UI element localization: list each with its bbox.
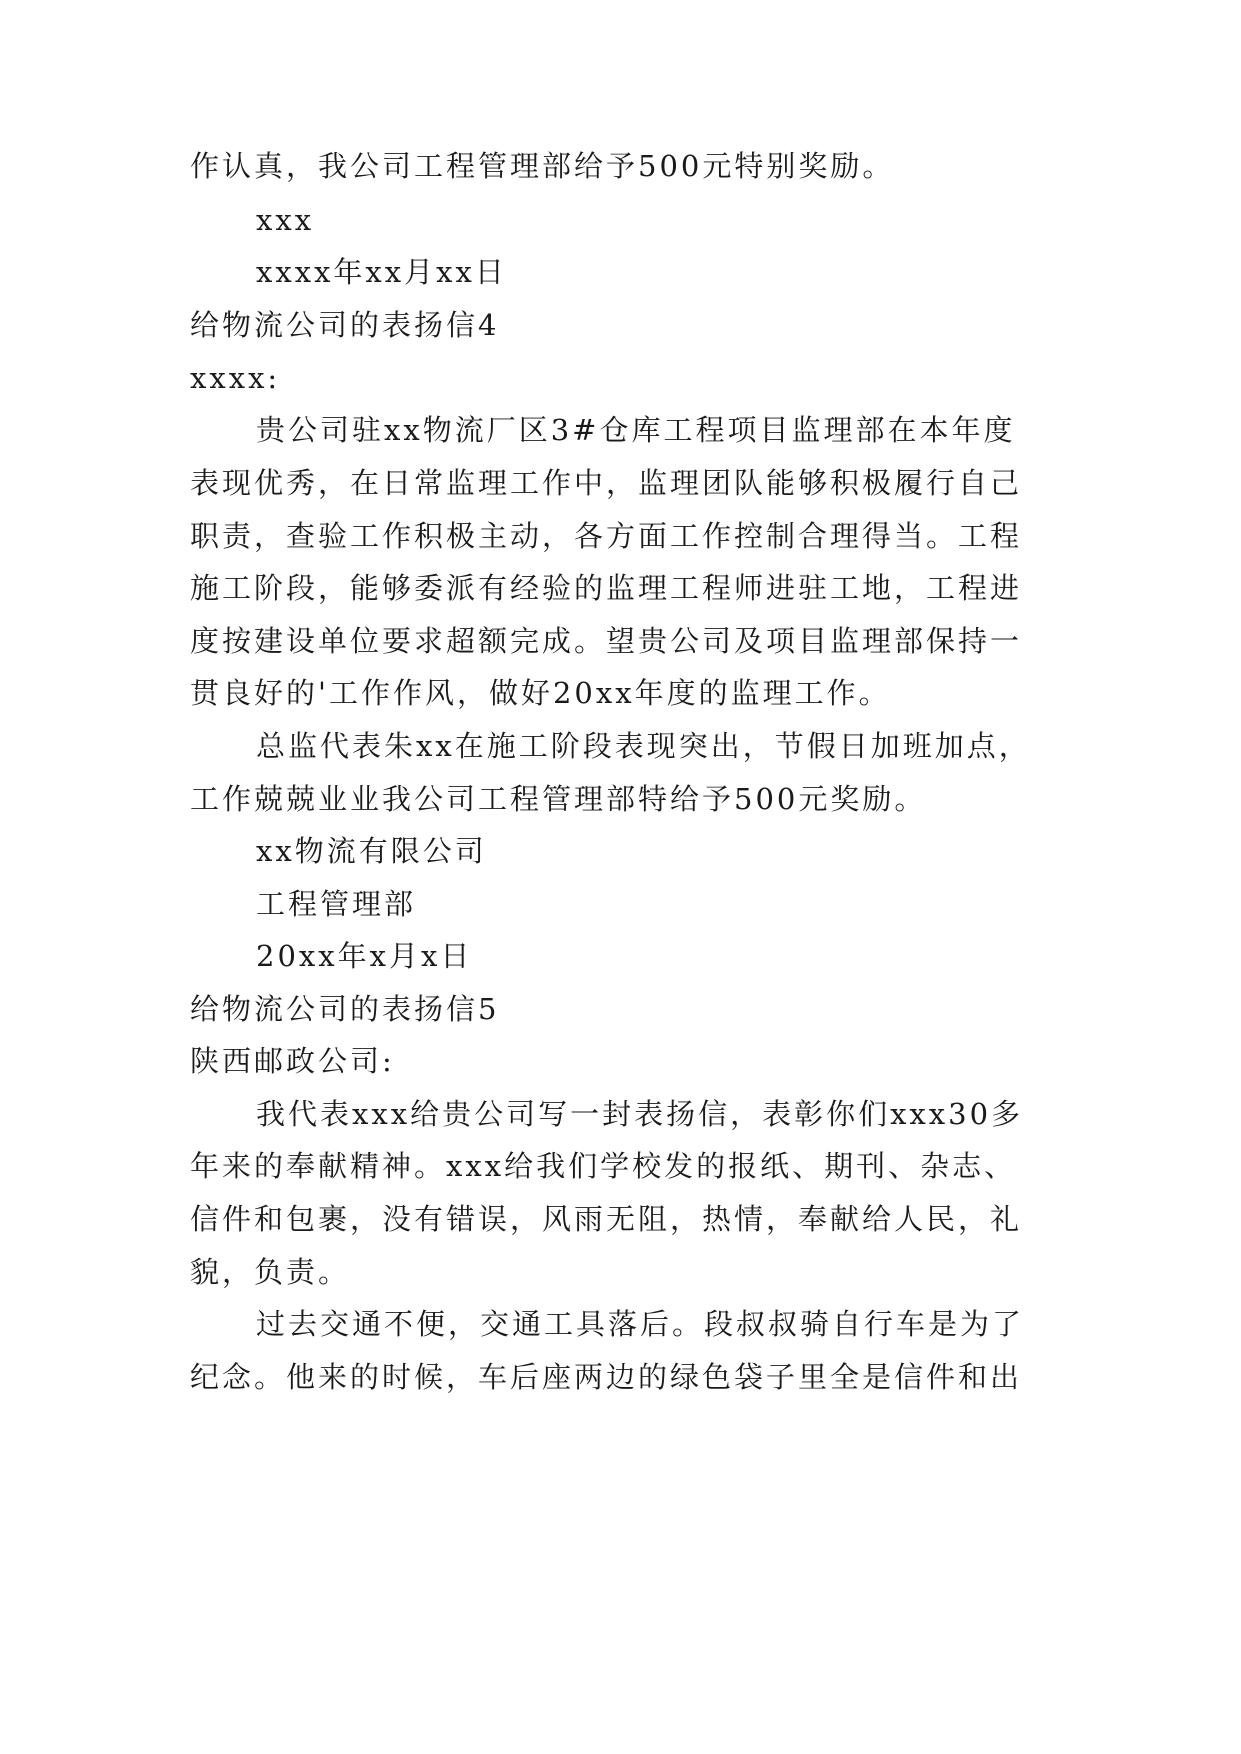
- body-line: 纪念。他来的时候，车后座两边的绿色袋子里全是信件和出: [190, 1360, 1023, 1394]
- body-line: 信件和包裹，没有错误，风雨无阻，热情，奉献给人民，礼: [190, 1202, 1023, 1236]
- signature-date: xxxx年xx月xx日: [256, 255, 507, 289]
- signature-company: xx物流有限公司: [256, 834, 487, 868]
- signature-date: 20xx年x月x日: [256, 939, 473, 973]
- body-line: 过去交通不便，交通工具落后。段叔叔骑自行车是为了: [256, 1307, 1025, 1341]
- signature-department: 工程管理部: [256, 887, 417, 921]
- body-line: 度按建设单位要求超额完成。望贵公司及项目监理部保持一: [190, 624, 1023, 658]
- body-line: 总监代表朱xx在施工阶段表现突出，节假日加班加点，: [256, 729, 1031, 763]
- section-title: 给物流公司的表扬信5: [190, 992, 500, 1026]
- body-line: 貌，负责。: [190, 1255, 351, 1289]
- body-line: 施工阶段，能够委派有经验的监理工程师进驻工地，工程进: [190, 571, 1023, 605]
- section-title: 给物流公司的表扬信4: [190, 308, 500, 342]
- signature-name: xxx: [256, 203, 315, 237]
- body-line: 职责，查验工作积极主动，各方面工作控制合理得当。工程: [190, 519, 1023, 553]
- salutation: xxxx:: [190, 361, 281, 395]
- body-line: 贵公司驻xx物流厂区3#仓库工程项目监理部在本年度: [256, 413, 1016, 447]
- salutation: 陕西邮政公司:: [190, 1044, 395, 1078]
- body-line: 作认真，我公司工程管理部给予500元特别奖励。: [190, 149, 895, 183]
- body-line: 贯良好的'工作作风，做好20xx年度的监理工作。: [190, 676, 891, 710]
- body-line: 表现优秀，在日常监理工作中，监理团队能够积极履行自己: [190, 466, 1023, 500]
- body-line: 工作兢兢业业我公司工程管理部特给予500元奖励。: [190, 782, 927, 816]
- body-line: 年来的奉献精神。xxx给我们学校发的报纸、期刊、杂志、: [190, 1149, 1017, 1183]
- body-line: 我代表xxx给贵公司写一封表扬信，表彰你们xxx30多: [256, 1097, 1024, 1131]
